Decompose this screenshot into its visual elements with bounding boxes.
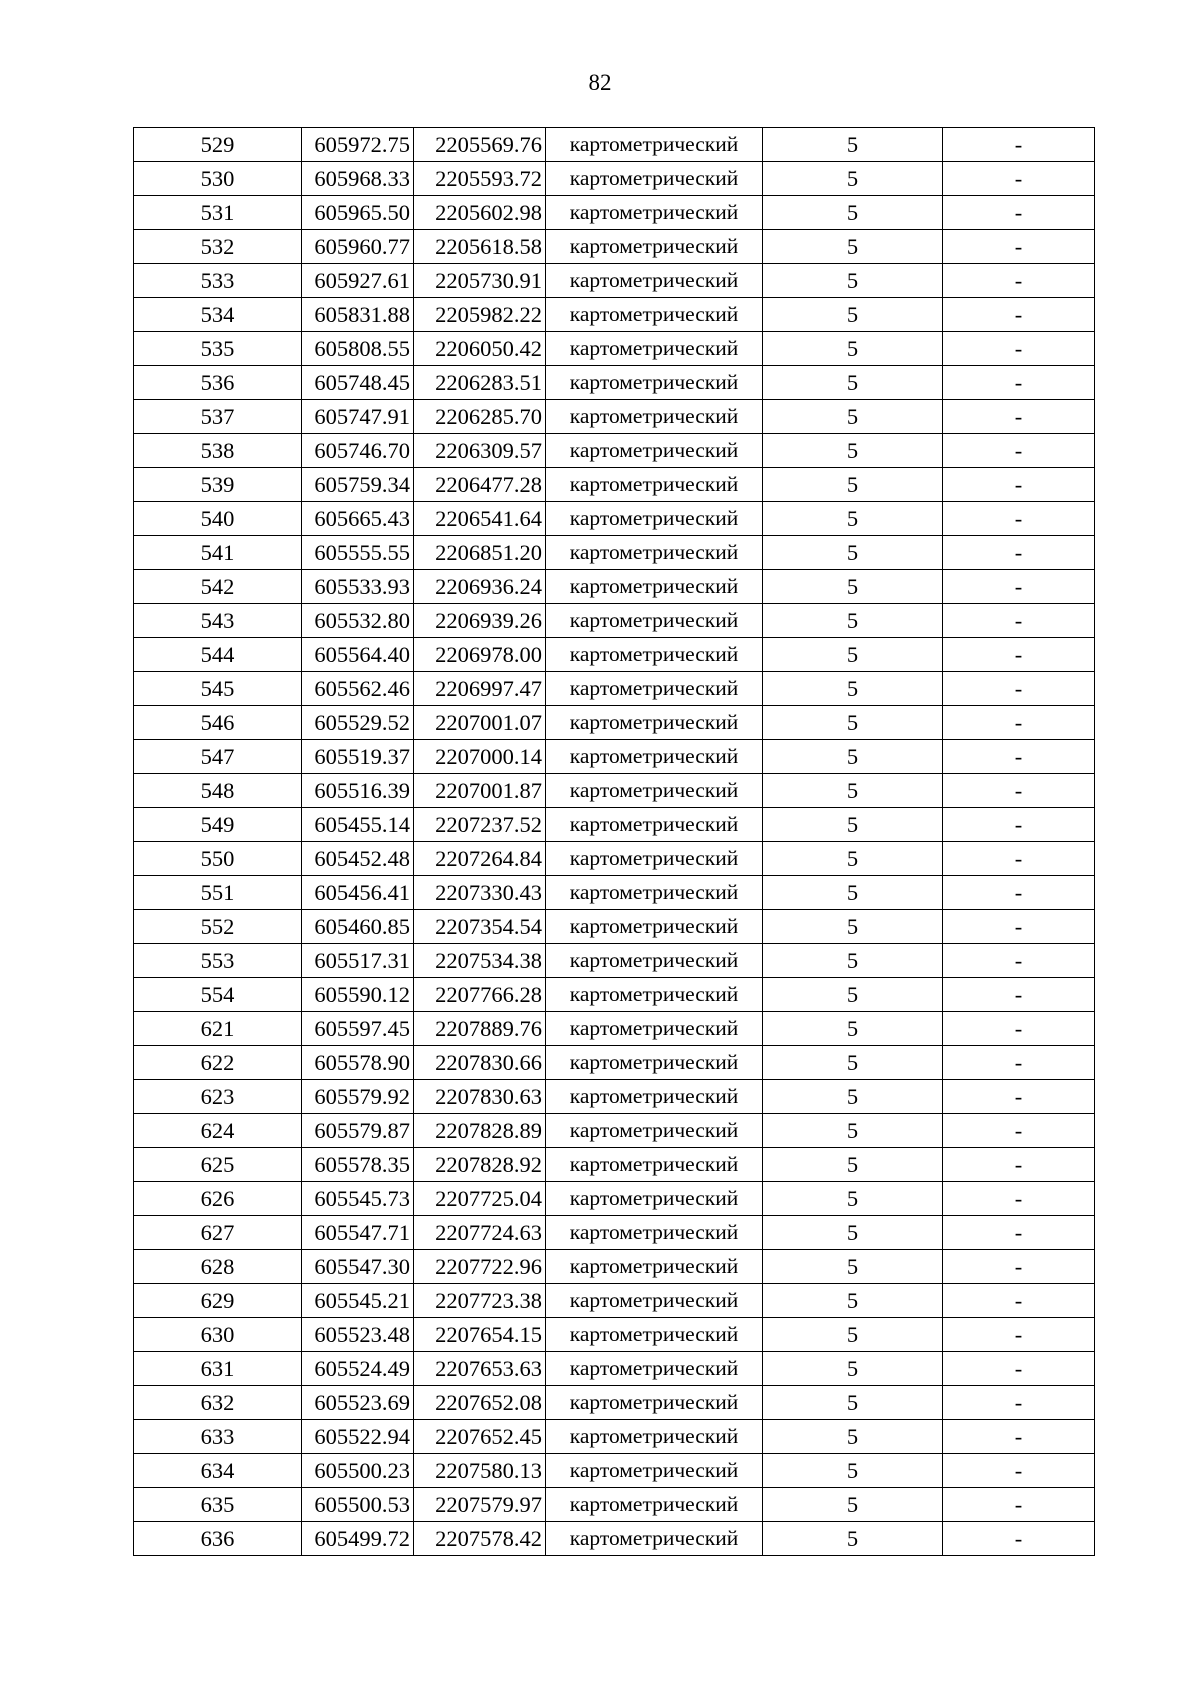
method-cell: картометрический xyxy=(546,1046,763,1080)
method-cell: картометрический xyxy=(546,774,763,808)
point-number-cell: 548 xyxy=(134,774,302,808)
y-coordinate-cell: 2205730.91 xyxy=(414,264,546,298)
x-coordinate-cell: 605578.90 xyxy=(302,1046,414,1080)
point-number-cell: 539 xyxy=(134,468,302,502)
table-row xyxy=(134,978,1095,1012)
table-row xyxy=(134,1080,1095,1114)
x-coordinate-cell: 605927.61 xyxy=(302,264,414,298)
table-row xyxy=(134,706,1095,740)
y-coordinate-cell: 2206851.20 xyxy=(414,536,546,570)
method-cell: картометрический xyxy=(546,1216,763,1250)
point-number-cell: 550 xyxy=(134,842,302,876)
x-coordinate-cell: 605547.71 xyxy=(302,1216,414,1250)
y-coordinate-cell: 2207766.28 xyxy=(414,978,546,1012)
point-number-cell: 541 xyxy=(134,536,302,570)
method-cell: картометрический xyxy=(546,400,763,434)
x-coordinate-cell: 605555.55 xyxy=(302,536,414,570)
table-row xyxy=(134,604,1095,638)
x-coordinate-cell: 605665.43 xyxy=(302,502,414,536)
accuracy-cell: 5 xyxy=(763,1420,943,1454)
y-coordinate-cell: 2207828.89 xyxy=(414,1114,546,1148)
y-coordinate-cell: 2207000.14 xyxy=(414,740,546,774)
y-coordinate-cell: 2205618.58 xyxy=(414,230,546,264)
table-row xyxy=(134,774,1095,808)
y-coordinate-cell: 2207653.63 xyxy=(414,1352,546,1386)
x-coordinate-cell: 605545.73 xyxy=(302,1182,414,1216)
point-number-cell: 628 xyxy=(134,1250,302,1284)
x-coordinate-cell: 605517.31 xyxy=(302,944,414,978)
method-cell: картометрический xyxy=(546,842,763,876)
y-coordinate-cell: 2206939.26 xyxy=(414,604,546,638)
x-coordinate-cell: 605590.12 xyxy=(302,978,414,1012)
note-cell: - xyxy=(943,672,1095,706)
method-cell: картометрический xyxy=(546,1250,763,1284)
y-coordinate-cell: 2207330.43 xyxy=(414,876,546,910)
x-coordinate-cell: 605547.30 xyxy=(302,1250,414,1284)
note-cell: - xyxy=(943,1114,1095,1148)
table-row xyxy=(134,944,1095,978)
point-number-cell: 630 xyxy=(134,1318,302,1352)
note-cell: - xyxy=(943,1386,1095,1420)
accuracy-cell: 5 xyxy=(763,1012,943,1046)
x-coordinate-cell: 605519.37 xyxy=(302,740,414,774)
method-cell: картометрический xyxy=(546,1148,763,1182)
table-row xyxy=(134,672,1095,706)
x-coordinate-cell: 605579.87 xyxy=(302,1114,414,1148)
point-number-cell: 636 xyxy=(134,1522,302,1556)
table-row xyxy=(134,1420,1095,1454)
note-cell: - xyxy=(943,604,1095,638)
x-coordinate-cell: 605748.45 xyxy=(302,366,414,400)
x-coordinate-cell: 605545.21 xyxy=(302,1284,414,1318)
note-cell: - xyxy=(943,740,1095,774)
point-number-cell: 633 xyxy=(134,1420,302,1454)
note-cell: - xyxy=(943,808,1095,842)
note-cell: - xyxy=(943,1012,1095,1046)
table-row xyxy=(134,1012,1095,1046)
x-coordinate-cell: 605562.46 xyxy=(302,672,414,706)
x-coordinate-cell: 605499.72 xyxy=(302,1522,414,1556)
point-number-cell: 533 xyxy=(134,264,302,298)
note-cell: - xyxy=(943,944,1095,978)
method-cell: картометрический xyxy=(546,672,763,706)
y-coordinate-cell: 2206050.42 xyxy=(414,332,546,366)
point-number-cell: 543 xyxy=(134,604,302,638)
point-number-cell: 629 xyxy=(134,1284,302,1318)
table-row xyxy=(134,876,1095,910)
accuracy-cell: 5 xyxy=(763,1352,943,1386)
accuracy-cell: 5 xyxy=(763,1114,943,1148)
table-row xyxy=(134,366,1095,400)
note-cell: - xyxy=(943,706,1095,740)
table-row xyxy=(134,128,1095,162)
table-row xyxy=(134,230,1095,264)
accuracy-cell: 5 xyxy=(763,264,943,298)
method-cell: картометрический xyxy=(546,1114,763,1148)
point-number-cell: 622 xyxy=(134,1046,302,1080)
x-coordinate-cell: 605523.69 xyxy=(302,1386,414,1420)
point-number-cell: 631 xyxy=(134,1352,302,1386)
y-coordinate-cell: 2206309.57 xyxy=(414,434,546,468)
note-cell: - xyxy=(943,978,1095,1012)
x-coordinate-cell: 605524.49 xyxy=(302,1352,414,1386)
y-coordinate-cell: 2207001.87 xyxy=(414,774,546,808)
note-cell: - xyxy=(943,774,1095,808)
point-number-cell: 627 xyxy=(134,1216,302,1250)
accuracy-cell: 5 xyxy=(763,1522,943,1556)
accuracy-cell: 5 xyxy=(763,196,943,230)
accuracy-cell: 5 xyxy=(763,842,943,876)
y-coordinate-cell: 2207580.13 xyxy=(414,1454,546,1488)
x-coordinate-cell: 605597.45 xyxy=(302,1012,414,1046)
note-cell: - xyxy=(943,876,1095,910)
point-number-cell: 535 xyxy=(134,332,302,366)
table-row xyxy=(134,298,1095,332)
accuracy-cell: 5 xyxy=(763,876,943,910)
table-row xyxy=(134,1352,1095,1386)
x-coordinate-cell: 605532.80 xyxy=(302,604,414,638)
x-coordinate-cell: 605578.35 xyxy=(302,1148,414,1182)
x-coordinate-cell: 605564.40 xyxy=(302,638,414,672)
table-row xyxy=(134,1216,1095,1250)
table-row xyxy=(134,1318,1095,1352)
note-cell: - xyxy=(943,264,1095,298)
y-coordinate-cell: 2207237.52 xyxy=(414,808,546,842)
point-number-cell: 623 xyxy=(134,1080,302,1114)
method-cell: картометрический xyxy=(546,910,763,944)
method-cell: картометрический xyxy=(546,128,763,162)
accuracy-cell: 5 xyxy=(763,740,943,774)
point-number-cell: 635 xyxy=(134,1488,302,1522)
note-cell: - xyxy=(943,1454,1095,1488)
point-number-cell: 549 xyxy=(134,808,302,842)
coordinates-table-body xyxy=(134,128,1095,1556)
note-cell: - xyxy=(943,400,1095,434)
y-coordinate-cell: 2207724.63 xyxy=(414,1216,546,1250)
method-cell: картометрический xyxy=(546,1352,763,1386)
x-coordinate-cell: 605533.93 xyxy=(302,570,414,604)
y-coordinate-cell: 2206477.28 xyxy=(414,468,546,502)
method-cell: картометрический xyxy=(546,536,763,570)
y-coordinate-cell: 2207579.97 xyxy=(414,1488,546,1522)
y-coordinate-cell: 2205602.98 xyxy=(414,196,546,230)
note-cell: - xyxy=(943,1046,1095,1080)
point-number-cell: 547 xyxy=(134,740,302,774)
x-coordinate-cell: 605831.88 xyxy=(302,298,414,332)
accuracy-cell: 5 xyxy=(763,1488,943,1522)
method-cell: картометрический xyxy=(546,366,763,400)
y-coordinate-cell: 2207830.63 xyxy=(414,1080,546,1114)
accuracy-cell: 5 xyxy=(763,706,943,740)
point-number-cell: 536 xyxy=(134,366,302,400)
note-cell: - xyxy=(943,502,1095,536)
table-row xyxy=(134,808,1095,842)
y-coordinate-cell: 2205593.72 xyxy=(414,162,546,196)
point-number-cell: 532 xyxy=(134,230,302,264)
table-row xyxy=(134,1386,1095,1420)
x-coordinate-cell: 605523.48 xyxy=(302,1318,414,1352)
y-coordinate-cell: 2206283.51 xyxy=(414,366,546,400)
accuracy-cell: 5 xyxy=(763,910,943,944)
y-coordinate-cell: 2205982.22 xyxy=(414,298,546,332)
note-cell: - xyxy=(943,1216,1095,1250)
accuracy-cell: 5 xyxy=(763,1318,943,1352)
x-coordinate-cell: 605747.91 xyxy=(302,400,414,434)
table-row xyxy=(134,1284,1095,1318)
accuracy-cell: 5 xyxy=(763,944,943,978)
note-cell: - xyxy=(943,468,1095,502)
note-cell: - xyxy=(943,230,1095,264)
table-row xyxy=(134,1114,1095,1148)
method-cell: картометрический xyxy=(546,196,763,230)
method-cell: картометрический xyxy=(546,1284,763,1318)
point-number-cell: 542 xyxy=(134,570,302,604)
point-number-cell: 626 xyxy=(134,1182,302,1216)
table-row xyxy=(134,1148,1095,1182)
x-coordinate-cell: 605759.34 xyxy=(302,468,414,502)
note-cell: - xyxy=(943,332,1095,366)
method-cell: картометрический xyxy=(546,1386,763,1420)
method-cell: картометрический xyxy=(546,638,763,672)
accuracy-cell: 5 xyxy=(763,638,943,672)
note-cell: - xyxy=(943,434,1095,468)
note-cell: - xyxy=(943,128,1095,162)
accuracy-cell: 5 xyxy=(763,536,943,570)
note-cell: - xyxy=(943,196,1095,230)
y-coordinate-cell: 2207722.96 xyxy=(414,1250,546,1284)
method-cell: картометрический xyxy=(546,434,763,468)
accuracy-cell: 5 xyxy=(763,1182,943,1216)
note-cell: - xyxy=(943,1488,1095,1522)
y-coordinate-cell: 2207723.38 xyxy=(414,1284,546,1318)
table-row xyxy=(134,162,1095,196)
table-row xyxy=(134,264,1095,298)
note-cell: - xyxy=(943,570,1095,604)
x-coordinate-cell: 605456.41 xyxy=(302,876,414,910)
method-cell: картометрический xyxy=(546,1488,763,1522)
method-cell: картометрический xyxy=(546,298,763,332)
table-row xyxy=(134,570,1095,604)
note-cell: - xyxy=(943,366,1095,400)
point-number-cell: 621 xyxy=(134,1012,302,1046)
accuracy-cell: 5 xyxy=(763,502,943,536)
x-coordinate-cell: 605522.94 xyxy=(302,1420,414,1454)
point-number-cell: 552 xyxy=(134,910,302,944)
note-cell: - xyxy=(943,1318,1095,1352)
x-coordinate-cell: 605965.50 xyxy=(302,196,414,230)
y-coordinate-cell: 2206936.24 xyxy=(414,570,546,604)
table-row xyxy=(134,1182,1095,1216)
x-coordinate-cell: 605500.53 xyxy=(302,1488,414,1522)
point-number-cell: 530 xyxy=(134,162,302,196)
x-coordinate-cell: 605500.23 xyxy=(302,1454,414,1488)
method-cell: картометрический xyxy=(546,570,763,604)
y-coordinate-cell: 2207654.15 xyxy=(414,1318,546,1352)
accuracy-cell: 5 xyxy=(763,162,943,196)
note-cell: - xyxy=(943,162,1095,196)
accuracy-cell: 5 xyxy=(763,774,943,808)
table-row xyxy=(134,468,1095,502)
method-cell: картометрический xyxy=(546,1182,763,1216)
table-row xyxy=(134,910,1095,944)
method-cell: картометрический xyxy=(546,502,763,536)
point-number-cell: 545 xyxy=(134,672,302,706)
y-coordinate-cell: 2206997.47 xyxy=(414,672,546,706)
y-coordinate-cell: 2206978.00 xyxy=(414,638,546,672)
table-row xyxy=(134,1454,1095,1488)
method-cell: картометрический xyxy=(546,740,763,774)
note-cell: - xyxy=(943,1148,1095,1182)
method-cell: картометрический xyxy=(546,808,763,842)
accuracy-cell: 5 xyxy=(763,604,943,638)
note-cell: - xyxy=(943,638,1095,672)
method-cell: картометрический xyxy=(546,1318,763,1352)
method-cell: картометрический xyxy=(546,468,763,502)
note-cell: - xyxy=(943,298,1095,332)
point-number-cell: 534 xyxy=(134,298,302,332)
x-coordinate-cell: 605452.48 xyxy=(302,842,414,876)
y-coordinate-cell: 2206541.64 xyxy=(414,502,546,536)
table-row xyxy=(134,434,1095,468)
table-row xyxy=(134,1522,1095,1556)
y-coordinate-cell: 2207889.76 xyxy=(414,1012,546,1046)
y-coordinate-cell: 2206285.70 xyxy=(414,400,546,434)
y-coordinate-cell: 2207652.08 xyxy=(414,1386,546,1420)
y-coordinate-cell: 2207725.04 xyxy=(414,1182,546,1216)
x-coordinate-cell: 605455.14 xyxy=(302,808,414,842)
y-coordinate-cell: 2207354.54 xyxy=(414,910,546,944)
accuracy-cell: 5 xyxy=(763,1284,943,1318)
accuracy-cell: 5 xyxy=(763,1386,943,1420)
x-coordinate-cell: 605746.70 xyxy=(302,434,414,468)
coordinates-table xyxy=(133,127,1095,1556)
x-coordinate-cell: 605968.33 xyxy=(302,162,414,196)
table-row xyxy=(134,638,1095,672)
table-row xyxy=(134,1488,1095,1522)
point-number-cell: 538 xyxy=(134,434,302,468)
accuracy-cell: 5 xyxy=(763,1046,943,1080)
point-number-cell: 634 xyxy=(134,1454,302,1488)
method-cell: картометрический xyxy=(546,1522,763,1556)
table-row xyxy=(134,332,1095,366)
accuracy-cell: 5 xyxy=(763,1148,943,1182)
note-cell: - xyxy=(943,536,1095,570)
point-number-cell: 544 xyxy=(134,638,302,672)
note-cell: - xyxy=(943,842,1095,876)
y-coordinate-cell: 2207828.92 xyxy=(414,1148,546,1182)
method-cell: картометрический xyxy=(546,264,763,298)
note-cell: - xyxy=(943,910,1095,944)
point-number-cell: 632 xyxy=(134,1386,302,1420)
x-coordinate-cell: 605808.55 xyxy=(302,332,414,366)
accuracy-cell: 5 xyxy=(763,332,943,366)
x-coordinate-cell: 605960.77 xyxy=(302,230,414,264)
table-row xyxy=(134,400,1095,434)
accuracy-cell: 5 xyxy=(763,1216,943,1250)
table-row xyxy=(134,1250,1095,1284)
method-cell: картометрический xyxy=(546,162,763,196)
note-cell: - xyxy=(943,1352,1095,1386)
point-number-cell: 531 xyxy=(134,196,302,230)
note-cell: - xyxy=(943,1182,1095,1216)
point-number-cell: 546 xyxy=(134,706,302,740)
accuracy-cell: 5 xyxy=(763,366,943,400)
point-number-cell: 551 xyxy=(134,876,302,910)
note-cell: - xyxy=(943,1080,1095,1114)
point-number-cell: 540 xyxy=(134,502,302,536)
method-cell: картометрический xyxy=(546,604,763,638)
x-coordinate-cell: 605972.75 xyxy=(302,128,414,162)
method-cell: картометрический xyxy=(546,978,763,1012)
accuracy-cell: 5 xyxy=(763,128,943,162)
point-number-cell: 537 xyxy=(134,400,302,434)
accuracy-cell: 5 xyxy=(763,230,943,264)
x-coordinate-cell: 605579.92 xyxy=(302,1080,414,1114)
note-cell: - xyxy=(943,1522,1095,1556)
table-row xyxy=(134,196,1095,230)
method-cell: картометрический xyxy=(546,230,763,264)
method-cell: картометрический xyxy=(546,944,763,978)
y-coordinate-cell: 2207264.84 xyxy=(414,842,546,876)
table-row xyxy=(134,740,1095,774)
y-coordinate-cell: 2205569.76 xyxy=(414,128,546,162)
point-number-cell: 553 xyxy=(134,944,302,978)
method-cell: картометрический xyxy=(546,1080,763,1114)
table-row xyxy=(134,1046,1095,1080)
method-cell: картометрический xyxy=(546,1012,763,1046)
note-cell: - xyxy=(943,1420,1095,1454)
accuracy-cell: 5 xyxy=(763,434,943,468)
method-cell: картометрический xyxy=(546,332,763,366)
accuracy-cell: 5 xyxy=(763,1454,943,1488)
accuracy-cell: 5 xyxy=(763,1080,943,1114)
accuracy-cell: 5 xyxy=(763,672,943,706)
table-row xyxy=(134,536,1095,570)
x-coordinate-cell: 605529.52 xyxy=(302,706,414,740)
accuracy-cell: 5 xyxy=(763,298,943,332)
method-cell: картометрический xyxy=(546,1454,763,1488)
accuracy-cell: 5 xyxy=(763,1250,943,1284)
method-cell: картометрический xyxy=(546,706,763,740)
x-coordinate-cell: 605516.39 xyxy=(302,774,414,808)
y-coordinate-cell: 2207001.07 xyxy=(414,706,546,740)
method-cell: картометрический xyxy=(546,876,763,910)
point-number-cell: 554 xyxy=(134,978,302,1012)
point-number-cell: 624 xyxy=(134,1114,302,1148)
accuracy-cell: 5 xyxy=(763,570,943,604)
y-coordinate-cell: 2207578.42 xyxy=(414,1522,546,1556)
accuracy-cell: 5 xyxy=(763,468,943,502)
note-cell: - xyxy=(943,1284,1095,1318)
y-coordinate-cell: 2207534.38 xyxy=(414,944,546,978)
table-row xyxy=(134,502,1095,536)
y-coordinate-cell: 2207830.66 xyxy=(414,1046,546,1080)
point-number-cell: 529 xyxy=(134,128,302,162)
method-cell: картометрический xyxy=(546,1420,763,1454)
accuracy-cell: 5 xyxy=(763,808,943,842)
accuracy-cell: 5 xyxy=(763,978,943,1012)
accuracy-cell: 5 xyxy=(763,400,943,434)
x-coordinate-cell: 605460.85 xyxy=(302,910,414,944)
point-number-cell: 625 xyxy=(134,1148,302,1182)
page-number: 82 xyxy=(588,70,612,95)
y-coordinate-cell: 2207652.45 xyxy=(414,1420,546,1454)
note-cell: - xyxy=(943,1250,1095,1284)
table-row xyxy=(134,842,1095,876)
